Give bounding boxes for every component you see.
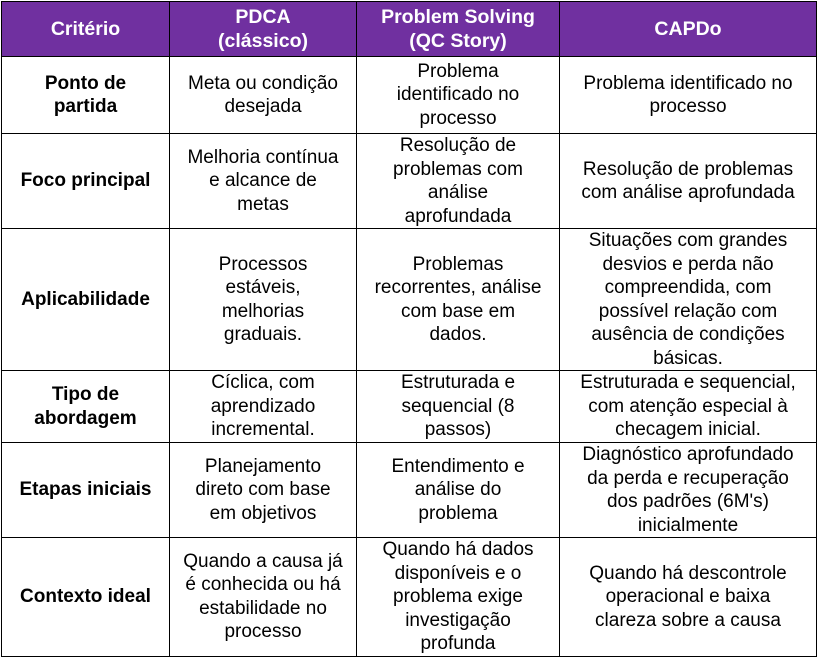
row-criterio-cell: Foco principal bbox=[2, 134, 170, 229]
problem-solving-cell: Problemas recorrentes, análise com base em dados. bbox=[357, 229, 560, 371]
capdo-cell: Situações com grandes desvios e perda não compreendida, com possível relação com ausência de condições básicas. bbox=[560, 229, 817, 371]
table-body bbox=[2, 57, 817, 657]
table-row bbox=[2, 443, 817, 538]
capdo-cell: Resolução de problemas com análise aprofundada bbox=[560, 134, 817, 229]
table-row bbox=[2, 538, 817, 657]
comparison-table bbox=[1, 1, 817, 657]
header-pdca: PDCA (clássico) bbox=[170, 2, 357, 57]
table-header bbox=[2, 2, 817, 57]
problem-solving-cell: Entendimento e análise do problema bbox=[357, 443, 560, 538]
table-row bbox=[2, 57, 817, 134]
header-problem-solving: Problem Solving (QC Story) bbox=[357, 2, 560, 57]
header-criterio: Critério bbox=[2, 2, 170, 57]
pdca-cell: Cíclica, com aprendizado incremental. bbox=[170, 371, 357, 443]
table-row bbox=[2, 371, 817, 443]
problem-solving-cell: Problema identificado no processo bbox=[357, 57, 560, 134]
row-criterio-cell: Etapas iniciais bbox=[2, 443, 170, 538]
capdo-cell: Quando há descontrole operacional e baixa clareza sobre a causa bbox=[560, 538, 817, 657]
row-criterio-cell: Ponto de partida bbox=[2, 57, 170, 134]
problem-solving-cell: Quando há dados disponíveis e o problema exige investigação profunda bbox=[357, 538, 560, 657]
pdca-cell: Meta ou condição desejada bbox=[170, 57, 357, 134]
row-criterio-cell: Tipo de abordagem bbox=[2, 371, 170, 443]
header-row bbox=[2, 2, 817, 57]
table-row bbox=[2, 134, 817, 229]
pdca-cell: Quando a causa já é conhecida ou há estabilidade no processo bbox=[170, 538, 357, 657]
capdo-cell: Diagnóstico aprofundado da perda e recuperação dos padrões (6M's) inicialmente bbox=[560, 443, 817, 538]
capdo-cell: Problema identificado no processo bbox=[560, 57, 817, 134]
row-criterio-cell: Contexto ideal bbox=[2, 538, 170, 657]
problem-solving-cell: Estruturada e sequencial (8 passos) bbox=[357, 371, 560, 443]
row-criterio-cell: Aplicabilidade bbox=[2, 229, 170, 371]
header-capdo: CAPDo bbox=[560, 2, 817, 57]
pdca-cell: Melhoria contínua e alcance de metas bbox=[170, 134, 357, 229]
table-row bbox=[2, 229, 817, 371]
problem-solving-cell: Resolução de problemas com análise aprofundada bbox=[357, 134, 560, 229]
pdca-cell: Processos estáveis, melhorias graduais. bbox=[170, 229, 357, 371]
capdo-cell: Estruturada e sequencial, com atenção especial à checagem inicial. bbox=[560, 371, 817, 443]
pdca-cell: Planejamento direto com base em objetivos bbox=[170, 443, 357, 538]
